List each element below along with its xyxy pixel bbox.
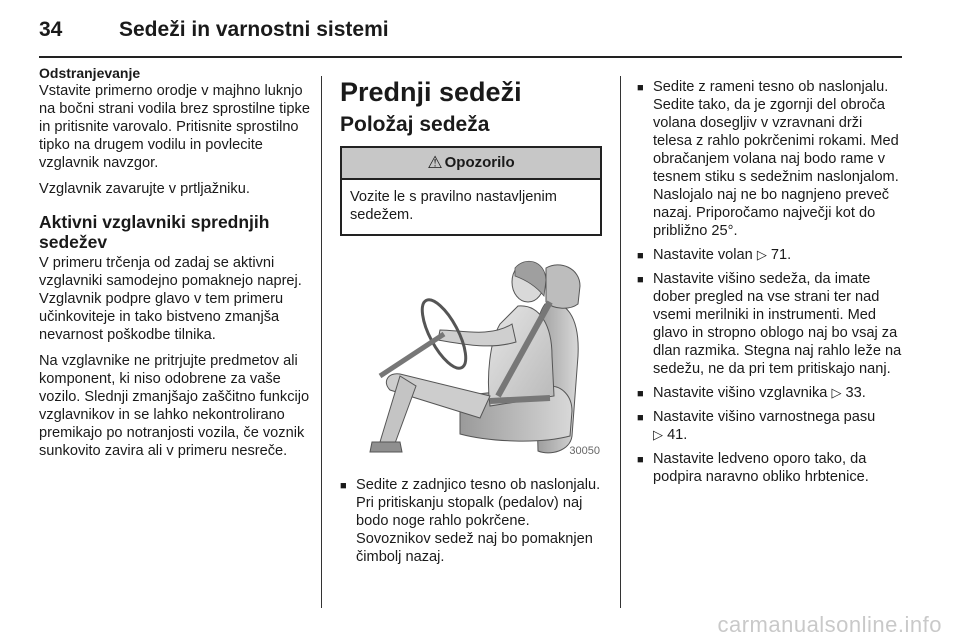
list-item bbox=[637, 270, 905, 378]
list-item-text: Sedite z zadnjico tesno ob naslonjalu. Pri pritiskanju stopalk (pedalov) naj bodo noge rahlo pokrčene. Sovoznikov sedež naj bo pomaknjen čimbolj nazaj. bbox=[356, 477, 601, 565]
bullet-square-icon: ■ bbox=[637, 274, 644, 286]
list-item-text: Nastavite volan bbox=[653, 247, 753, 263]
list-item bbox=[637, 78, 905, 240]
secure-text: Vzglavnik zavarujte v prtljažniku. bbox=[39, 181, 250, 197]
bullet-square-icon: ■ bbox=[637, 412, 644, 424]
section-title: Sedeži in varnostni sistemi bbox=[119, 18, 389, 41]
list-item-text: Sedite z rameni tesno ob naslonjalu. Sedite tako, da je zgornji del obroča volana dosegljiv v vzravnani drži telesa z rahlo pokrčenimi rokami. Med obračanjem volana naj bodo rame v tesnem stiku s sedežnim naslonjalom. Naslojalo naj ne bo nagnjeno preveč nazaj. Priporočamo največji kot do približno 25°. bbox=[653, 79, 899, 239]
bullet-square-icon: ■ bbox=[637, 388, 644, 400]
active-headrests-text: V primeru trčenja od zadaj se aktivni vzglavniki samodejno pomaknejo naprej. Vzglavnik podpre glavo v tem primeru učinkoviteje in tako bistveno zmanjša nevarnost poškodbe tilnika. bbox=[39, 255, 302, 343]
warning-title: Opozorilo bbox=[444, 154, 515, 171]
header-rule bbox=[39, 56, 902, 58]
figure-number: 30050 bbox=[569, 445, 600, 457]
seat-position-heading: Položaj sedeža bbox=[340, 113, 490, 136]
watermark: carmanualsonline.info bbox=[717, 612, 942, 637]
page-reference[interactable]: 41. bbox=[667, 427, 688, 443]
right-column bbox=[637, 78, 905, 492]
front-seats-heading: Prednji sedeži bbox=[340, 77, 522, 107]
list-item bbox=[340, 476, 608, 566]
list-item-text: Nastavite ledveno oporo tako, da podpira naravno obliko hrbtenice. bbox=[653, 451, 869, 485]
bullet-square-icon: ■ bbox=[637, 250, 644, 262]
bullet-square-icon: ■ bbox=[637, 82, 644, 94]
list-item bbox=[637, 408, 905, 444]
page-reference-icon: ▷ bbox=[756, 247, 767, 262]
column-divider bbox=[321, 76, 322, 608]
seat-position-illustration bbox=[340, 246, 608, 464]
warning-triangle-icon: ⚠ bbox=[427, 153, 443, 172]
bullet-square-icon: ■ bbox=[340, 480, 347, 492]
page-reference-icon: ▷ bbox=[653, 427, 663, 442]
column-divider bbox=[620, 76, 621, 608]
list-item-text: Nastavite višino vzglavnika bbox=[653, 385, 828, 401]
warning-text: Vozite le s pravilno nastavljenim sedežem. bbox=[350, 189, 557, 223]
page-reference[interactable]: 33. bbox=[845, 385, 866, 401]
list-item-text: Nastavite višino varnostnega pasu bbox=[653, 409, 876, 425]
bullet-square-icon: ■ bbox=[637, 454, 644, 466]
seating-instructions-list bbox=[637, 78, 905, 486]
warning-box bbox=[340, 146, 602, 236]
list-item-text: Nastavite višino sedeža, da imate dober pregled na vse strani ter nad vsemi merilniki in instrumenti. Med glavo in stropno oblogo naj bo vsaj za dlan razmika. Stegna naj rahlo leže na sedežu, ne da pri tem pritiskajo nanj. bbox=[653, 271, 902, 377]
page-number: 34 bbox=[39, 18, 63, 41]
active-headrests-heading: Aktivni vzglavniki sprednjih sedežev bbox=[39, 212, 270, 252]
list-item bbox=[637, 384, 905, 402]
accessories-warning-text: Na vzglavnike ne pritrjujte predmetov ali komponent, ki niso odobrene za vaše vozilo. Slednji zmanjšajo zaščitno funkcijo vzglavnikov in se lahko nekontrolirano premikajo po notranjosti vozila, če voznik sunkovito zavira ali v primeru nesreče. bbox=[39, 353, 310, 459]
middle-column bbox=[340, 64, 608, 572]
page-reference[interactable]: 71. bbox=[770, 247, 792, 263]
driver-seat-drawing bbox=[340, 246, 608, 464]
seating-instructions-list bbox=[340, 476, 608, 566]
list-item bbox=[637, 450, 905, 486]
removal-heading: Odstranjevanje bbox=[39, 65, 141, 81]
list-item bbox=[637, 246, 905, 264]
warning-header bbox=[342, 148, 600, 180]
page-reference-icon: ▷ bbox=[831, 385, 842, 400]
removal-text: Vstavite primerno orodje v majhno luknjo na bočni strani vodila brez sprostilne tipke in pritisnite varovalo. Pritisnite sprostilno tipko na drugem vodilu in povlecite vzglavnik navzgor. bbox=[39, 83, 310, 171]
left-column bbox=[39, 64, 311, 460]
page-header bbox=[39, 16, 901, 56]
